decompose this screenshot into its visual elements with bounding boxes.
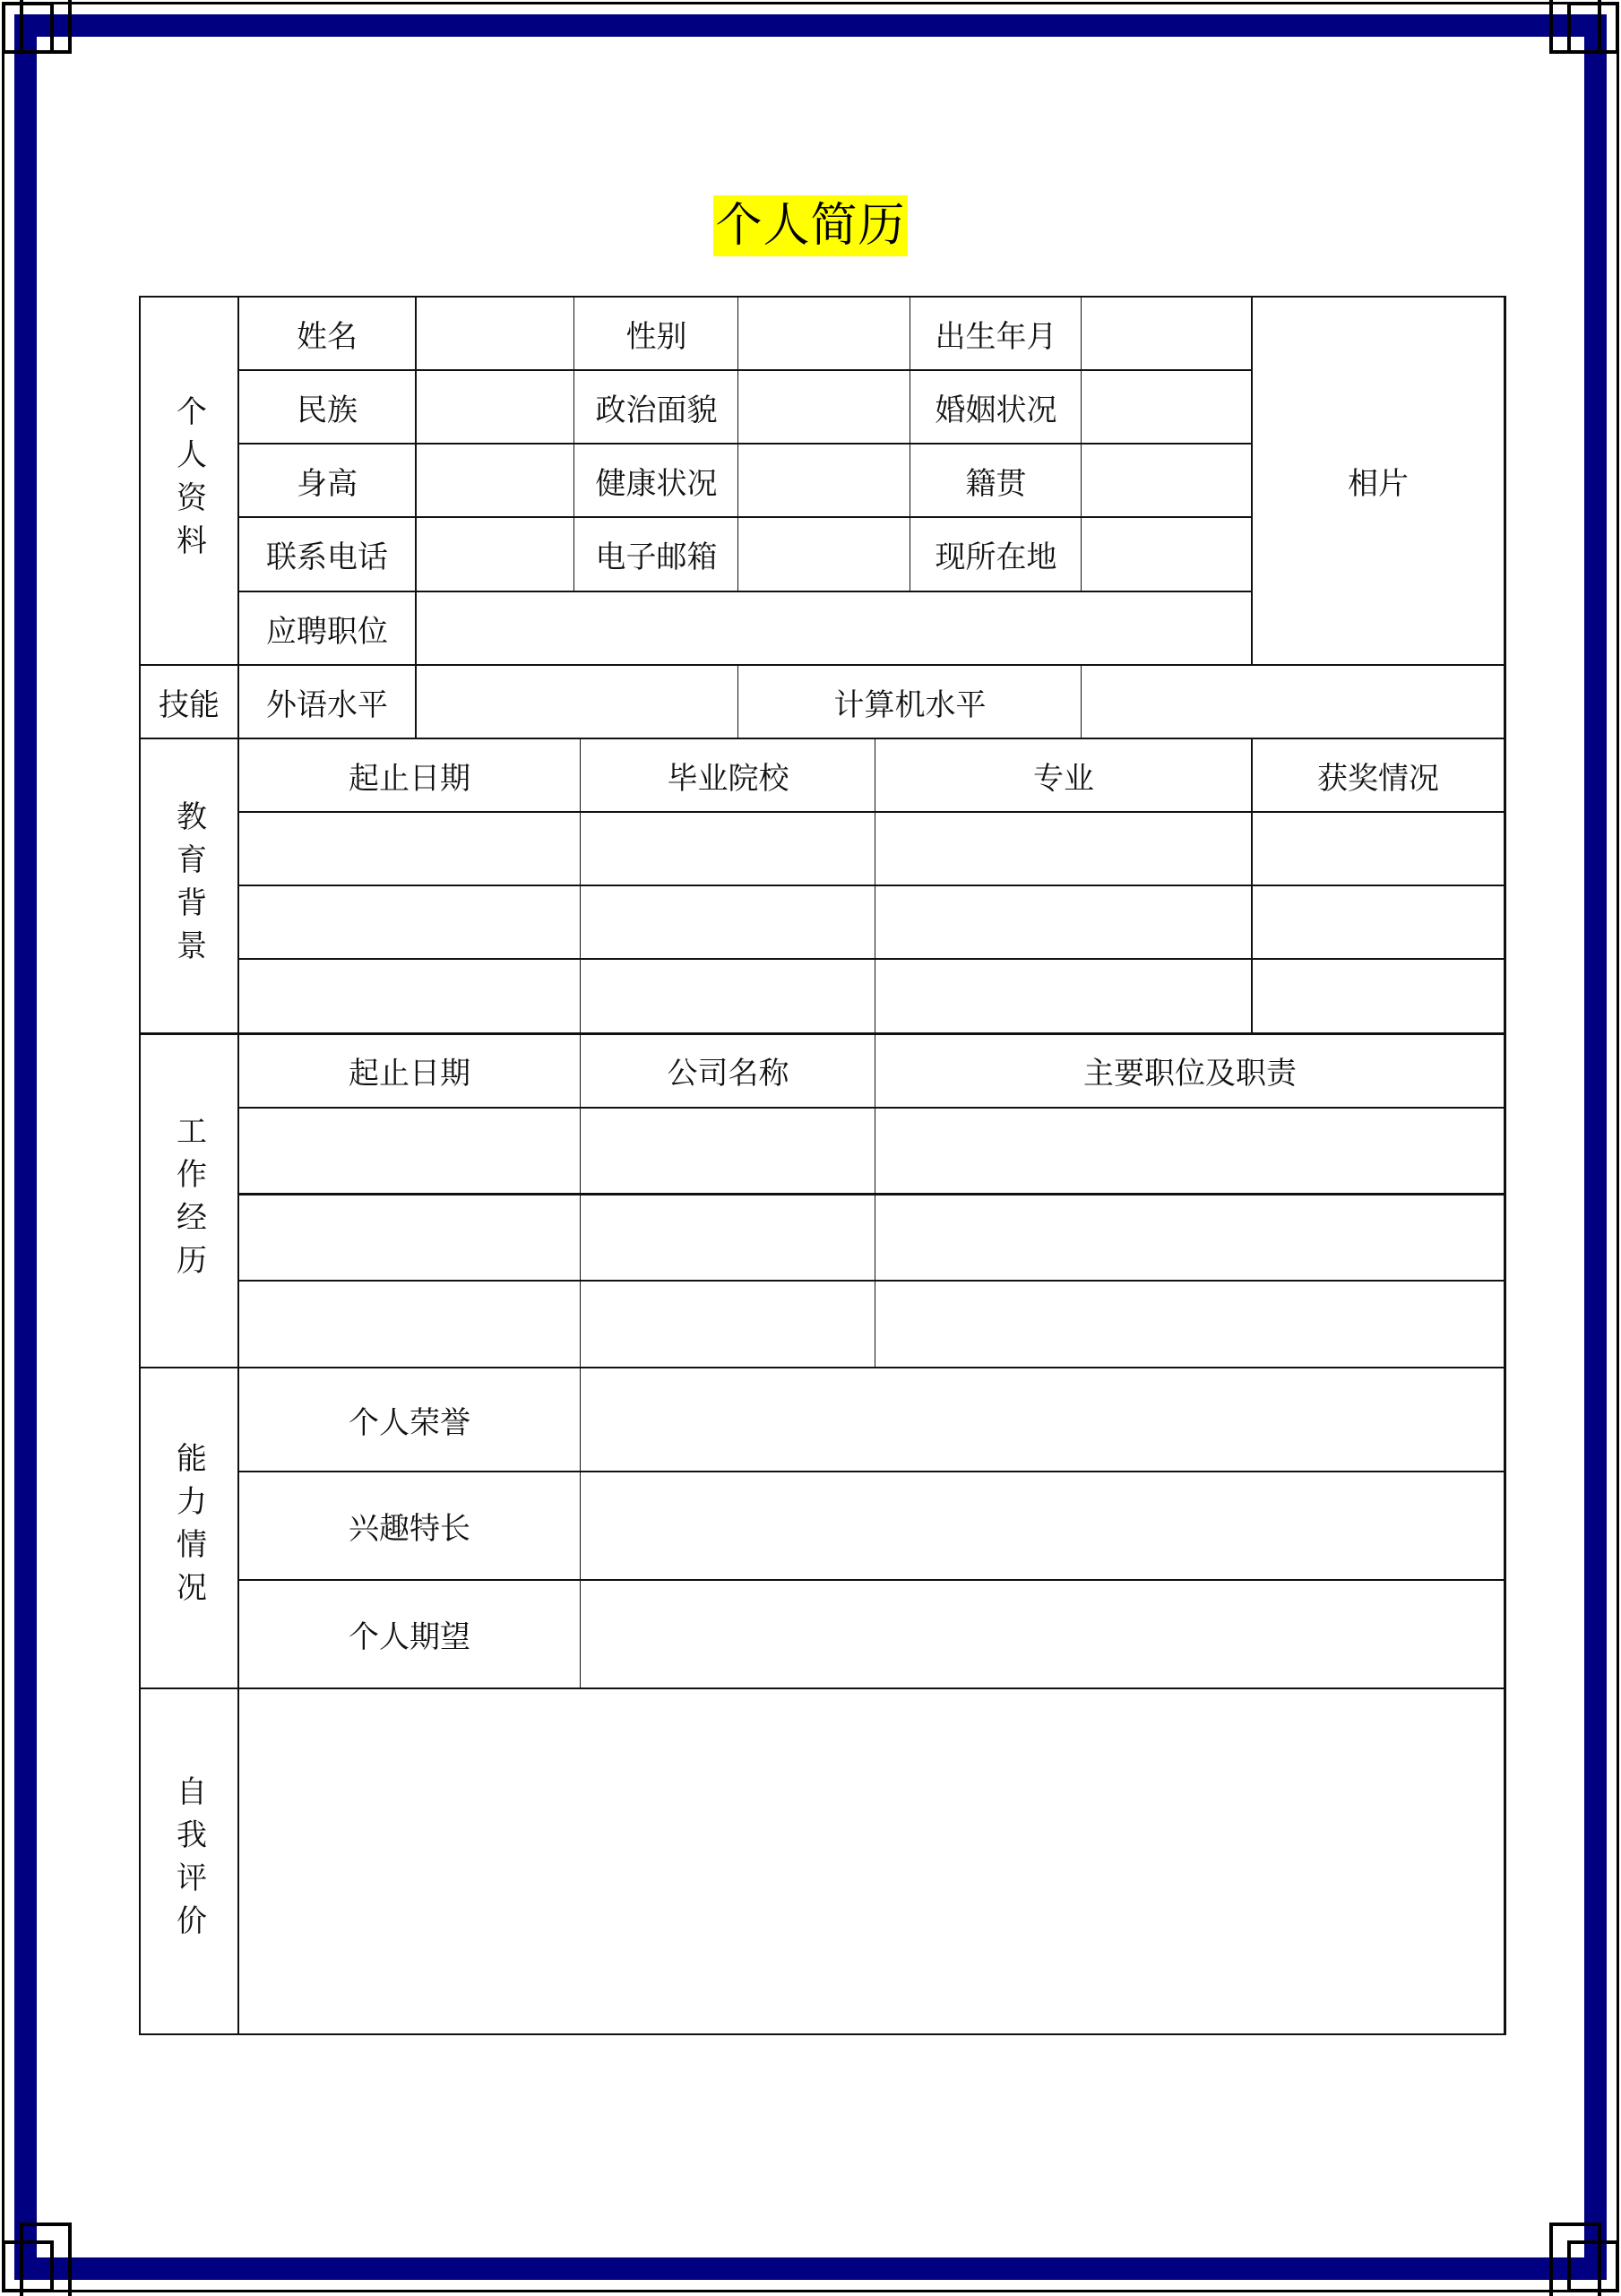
work-row-2-duties[interactable]: [875, 1194, 1505, 1281]
work-row-3-dates[interactable]: [238, 1281, 581, 1368]
section-label-work: 工作经历: [170, 1114, 207, 1287]
edu-row-1-school[interactable]: [581, 812, 875, 885]
work-row-3-company[interactable]: [581, 1281, 875, 1368]
section-label-self-evaluation: 自我评价: [170, 1775, 207, 1947]
field-ethnicity[interactable]: [416, 370, 574, 444]
grid-v-photo: [1251, 297, 1253, 665]
section-label-personal: 个人资料: [170, 394, 207, 567]
edu-row-3-dates[interactable]: [238, 959, 581, 1033]
field-birth-date[interactable]: [1082, 297, 1252, 370]
edu-row-3-major[interactable]: [875, 959, 1252, 1033]
label-applied-position: 应聘职位: [266, 613, 388, 650]
grid-h: [140, 1367, 1506, 1368]
work-row-3-duties[interactable]: [875, 1281, 1505, 1368]
label-foreign-language: 外语水平: [266, 686, 388, 723]
grid-v: [1081, 665, 1082, 738]
section-label-ability: 能力情况: [170, 1442, 207, 1614]
field-expectations[interactable]: [581, 1580, 1505, 1688]
grid-h: [140, 738, 1506, 739]
grid-h: [238, 1280, 1505, 1282]
grid-v: [580, 1368, 581, 1688]
work-row-2-dates[interactable]: [238, 1194, 581, 1281]
field-marital-status[interactable]: [1082, 370, 1252, 444]
label-computer-skill: 计算机水平: [833, 686, 987, 723]
label-birth-date: 出生年月: [935, 318, 1057, 355]
grid-h: [140, 1687, 1506, 1689]
grid-v: [737, 297, 738, 591]
label-current-location: 现所在地: [935, 539, 1057, 575]
label-political-status: 政治面貌: [595, 392, 718, 428]
field-name[interactable]: [416, 297, 574, 370]
label-hobbies: 兴趣特长: [349, 1511, 470, 1547]
field-honors[interactable]: [581, 1368, 1505, 1472]
field-applied-position[interactable]: [416, 591, 1252, 665]
label-gender: 性别: [625, 318, 687, 355]
field-health[interactable]: [738, 444, 910, 517]
grid-v: [580, 738, 581, 1368]
edu-row-1-major[interactable]: [875, 812, 1252, 885]
field-foreign-language[interactable]: [416, 665, 738, 738]
section-label-education: 教育背景: [170, 799, 207, 972]
edu-row-2-awards[interactable]: [1252, 885, 1505, 959]
field-political-status[interactable]: [738, 370, 910, 444]
edu-row-2-school[interactable]: [581, 885, 875, 959]
grid-v: [573, 297, 574, 591]
label-ethnicity: 民族: [297, 392, 358, 428]
work-row-1-dates[interactable]: [238, 1108, 581, 1194]
grid-h: [238, 443, 1252, 445]
table-border-bottom: [140, 2033, 1506, 2035]
grid-v: [1251, 738, 1253, 1033]
grid-h: [238, 958, 1505, 960]
label-expectations: 个人期望: [349, 1619, 470, 1655]
work-header-dates: 起止日期: [349, 1056, 470, 1092]
field-computer-skill[interactable]: [1082, 665, 1505, 738]
section-label-skills: 技能: [159, 686, 220, 723]
grid-v: [415, 297, 417, 738]
grid-h: [140, 664, 1506, 666]
field-phone[interactable]: [416, 517, 574, 591]
grid-v: [1081, 297, 1082, 591]
edu-header-major: 专业: [1033, 760, 1094, 797]
page-title: 个人简历: [713, 195, 907, 256]
grid-h: [238, 591, 1252, 592]
edu-row-3-awards[interactable]: [1252, 959, 1505, 1033]
field-email[interactable]: [738, 517, 910, 591]
photo-placeholder[interactable]: 相片: [1348, 466, 1409, 502]
edu-header-awards: 获奖情况: [1317, 760, 1439, 797]
label-email: 电子邮箱: [595, 539, 718, 575]
field-gender[interactable]: [738, 297, 910, 370]
grid-h-thick: [140, 1032, 1506, 1035]
edu-row-2-dates[interactable]: [238, 885, 581, 959]
label-marital-status: 婚姻状况: [935, 392, 1057, 428]
field-native-place[interactable]: [1082, 444, 1252, 517]
field-hobbies[interactable]: [581, 1472, 1505, 1580]
field-current-location[interactable]: [1082, 517, 1252, 591]
edu-header-school: 毕业院校: [667, 760, 789, 797]
grid-h-thick: [238, 1193, 1505, 1195]
grid-h: [238, 811, 1505, 813]
edu-row-2-major[interactable]: [875, 885, 1252, 959]
label-name: 姓名: [297, 318, 358, 355]
work-header-duties: 主要职位及职责: [1083, 1056, 1297, 1092]
grid-h: [238, 1579, 1505, 1581]
table-border-right: [1504, 296, 1506, 2035]
grid-v-label-col: [237, 296, 239, 2035]
work-row-2-company[interactable]: [581, 1194, 875, 1281]
work-row-1-duties[interactable]: [875, 1108, 1505, 1194]
grid-h: [238, 885, 1505, 886]
edu-row-1-dates[interactable]: [238, 812, 581, 885]
table-border-top: [140, 296, 1506, 298]
label-honors: 个人荣誉: [349, 1404, 470, 1441]
field-height[interactable]: [416, 444, 574, 517]
field-self-evaluation[interactable]: [238, 1688, 1505, 2034]
edu-row-3-school[interactable]: [581, 959, 875, 1033]
label-native-place: 籍贯: [965, 465, 1027, 502]
work-header-company: 公司名称: [667, 1056, 789, 1092]
table-border-left: [139, 296, 141, 2035]
grid-h: [238, 369, 1252, 371]
grid-h: [238, 1471, 1505, 1472]
label-height: 身高: [297, 465, 358, 502]
grid-h: [238, 516, 1252, 518]
label-phone: 联系电话: [266, 539, 388, 575]
work-row-1-company[interactable]: [581, 1108, 875, 1194]
label-health: 健康状况: [595, 465, 718, 502]
edu-row-1-awards[interactable]: [1252, 812, 1505, 885]
edu-header-dates: 起止日期: [349, 760, 470, 797]
grid-h: [238, 1107, 1505, 1109]
grid-v: [737, 665, 738, 738]
